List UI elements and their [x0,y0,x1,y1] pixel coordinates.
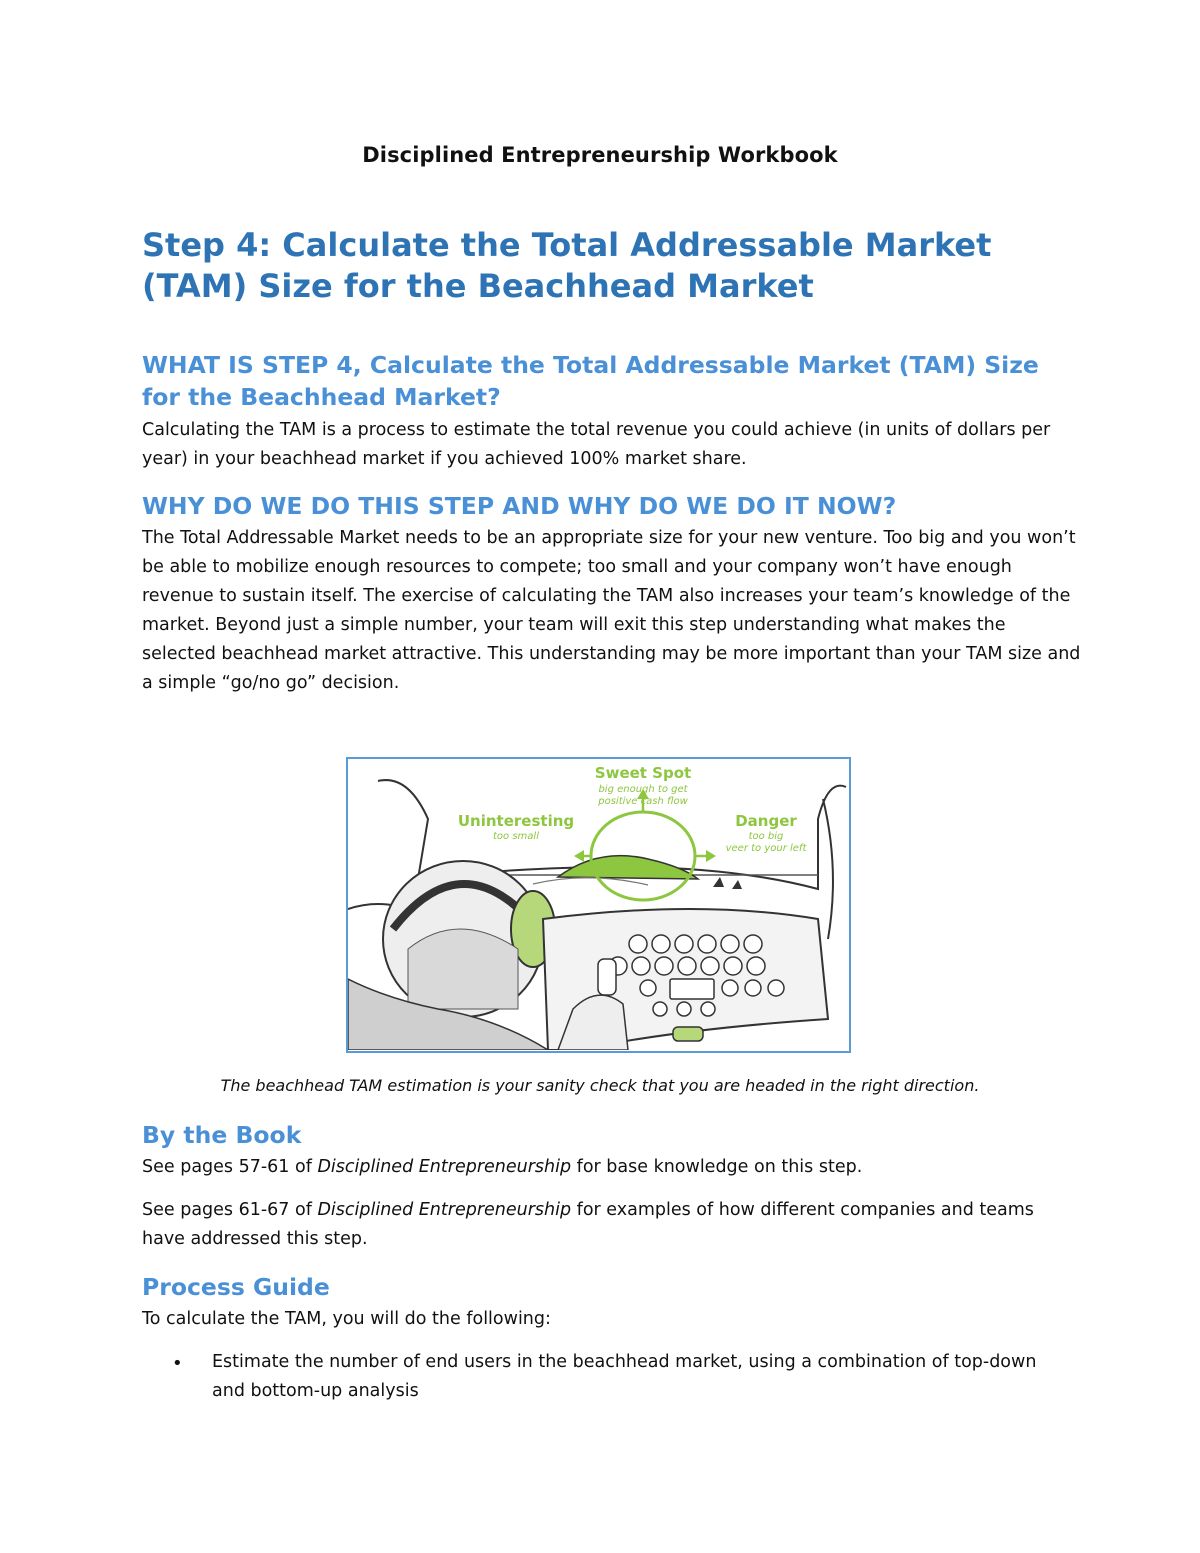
shark-fin-1 [713,877,724,887]
process-bullet-1: Estimate the number of end users in the beachhead market, using a combination of top-down and bottom-up analysis [212,1352,1037,1401]
sweet-spot-sub2: positive cash flow [598,796,688,807]
what-heading: WHAT IS STEP 4, Calculate the Total Addressable Market (TAM) Size for the Beachhead Market? [142,351,1039,411]
process-guide-heading: Process Guide [142,1273,330,1301]
danger-sub2: veer to your left [725,843,807,854]
right-arrowhead [706,850,716,862]
by-the-book-heading: By the Book [142,1121,302,1149]
shark-fin-2 [732,880,742,889]
line2-pre: See pages 61-67 of [142,1200,318,1220]
uninteresting-sub: too small [493,831,539,842]
bullet-icon: • [172,1353,183,1374]
what-body: Calculating the TAM is a process to estimate the total revenue you could achieve (in units of dollars per year) in your beachhead market if you achieved 100% market share. [142,420,1051,469]
island [558,856,698,879]
figure-caption: The beachhead TAM estimation is your sanity check that you are headed in the right direction. [220,1076,980,1095]
cockpit-illustration [346,757,851,1053]
pilot-hair [408,929,518,1009]
sweet-spot-sub1: big enough to get [598,784,688,795]
why-body: The Total Addressable Market needs to be an appropriate size for your new venture. Too big and you won’t be able to mobilize enough resources to compete; too small and your company won’t have enough revenue to sustain itself. The exercise of calculating the TAM also increases your team’s knowledge of the market. Beyond just a simple number, your team will exit this step understanding what makes the selected beachhead market attractive. This understanding may be more important than your TAM size and a simple “go/no go” decision. [142,528,1081,693]
process-guide-intro: To calculate the TAM, you will do the following: [142,1309,551,1329]
workbook-title: Disciplined Entrepreneurship Workbook [362,143,838,167]
dashboard-button [673,1027,703,1041]
uninteresting-label: Uninteresting [457,812,575,830]
island-shore [533,878,648,885]
danger-label: Danger [735,812,797,830]
why-heading: WHY DO WE DO THIS STEP AND WHY DO WE DO IT NOW? [142,492,897,520]
danger-sub1: too big [748,831,784,842]
frame-right [823,799,833,939]
sweet-spot-label: Sweet Spot [594,764,692,782]
line1-post: for base knowledge on this step. [571,1157,863,1177]
left-arrowhead [574,850,584,862]
by-the-book-line-2 [142,1196,1082,1254]
line1-pre: See pages 57-61 of [142,1157,318,1177]
cockpit-drawing [348,759,848,1050]
line2-post: for examples of how different companies and teams have addressed this step. [142,1200,1034,1249]
line2-book-title: Disciplined Entrepreneurship [317,1200,572,1220]
step-title: Step 4: Calculate the Total Addressable Market (TAM) Size for the Beachhead Market [142,226,992,305]
line1-book-title: Disciplined Entrepreneurship [317,1157,572,1177]
by-the-book-line-1 [142,1153,1082,1182]
joystick [598,959,616,995]
